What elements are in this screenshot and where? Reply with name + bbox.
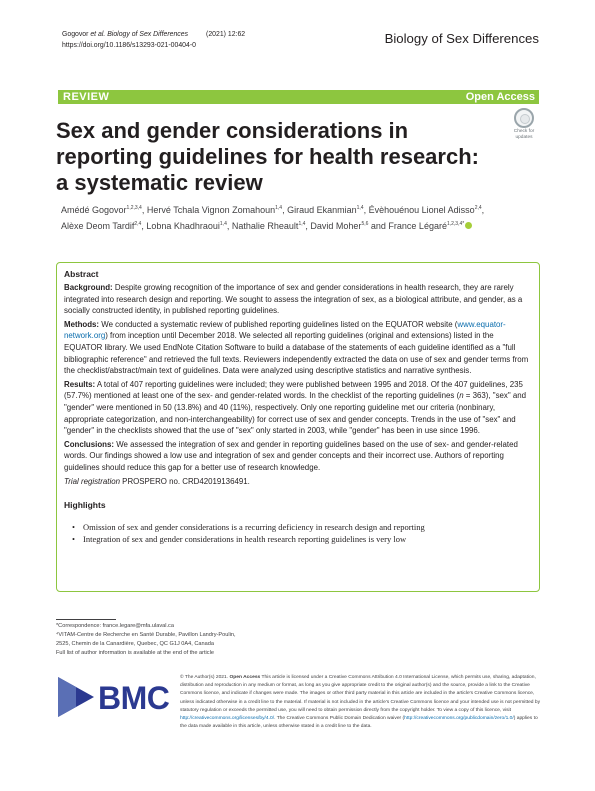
open-access-label: Open Access <box>465 91 535 103</box>
license-link-cc-by[interactable]: http://creativecommons.org/licenses/by/4.0/ <box>180 716 275 722</box>
header-journal: Biology of Sex Differences <box>107 31 189 38</box>
highlight-item: • Omission of sex and gender considerations is a recurring deficiency in research design and reporting <box>72 521 531 533</box>
check-updates-line2: updates <box>515 135 533 140</box>
author-info-note: Full list of author information is available at the end of the article <box>56 650 214 656</box>
author-name[interactable]: Évèhouénou Lionel Adisso <box>368 205 475 215</box>
results-n: n <box>459 391 464 401</box>
author-list: Amédé Gogovor$^{1,2,3,4}$, Hervé Tchala Vignon Zomahoun$^{1,4}$, Giraud Ekanmian$^{1,4}$, Évèhouénou Lionel Adisso$^{2,4}$, Alèxe Deom Tardif$^{2,4}$, Lobna Khadhraoui$^{1,4}$, Nathalie Rheault$^{1,4}$, David Moher$^{5,6}$ and France Légaré$^{1,2,3,4*}$ <box>61 205 485 231</box>
results-label: Results: <box>64 379 96 389</box>
license-link-cc0[interactable]: http://creativecommons.org/publicdomain/zero/1.0/ <box>404 716 514 722</box>
highlights-section <box>64 500 531 545</box>
license-text-a: This article is licensed under a Creative Commons Attribution 4.0 International License, which permits use, sharing, adaptation, distribution and reproduction in any medium or format, as long as you give appropriate credit to the original author(s) and the source, provide a link to the Creative Commons licence, and indicate if changes were made. The images or other third party material in this article are included in the article's Creative Commons licence, unless indicated otherwise in a credit line to the material. If material is not included in the article's Creative Commons licence and your intended use is not permitted by statutory regulation or exceeds the permitted use, you will need to obtain permission directly from the copyright holder. To view a copy of this licence, visit <box>180 675 541 713</box>
author-name[interactable]: Nathalie Rheault <box>231 220 299 231</box>
license-statement <box>180 674 544 731</box>
methods-label: Methods: <box>64 319 100 329</box>
license-lead: © The Author(s) 2021. <box>180 675 230 680</box>
abstract-background <box>64 282 531 317</box>
bmc-logo-icon <box>58 677 94 717</box>
highlights-heading: Highlights <box>64 500 106 511</box>
author-affiliation-sup: 2,4 <box>134 220 142 227</box>
abstract-heading: Abstract <box>64 269 99 279</box>
author-affiliation-sup: 1,2,3,4 <box>126 205 142 211</box>
conclusions-label: Conclusions: <box>64 439 114 449</box>
author-affiliation-sup: 5,6 <box>361 220 369 227</box>
background-label: Background: <box>64 283 113 292</box>
header-year-volume: (2021) 12:62 <box>206 31 246 38</box>
author-affiliation-sup: 1,2,3,4* <box>446 220 465 227</box>
header-etal: et al. <box>90 31 108 38</box>
orcid-icon[interactable] <box>465 222 472 229</box>
author-name[interactable]: Lobna Khadhraoui <box>146 220 220 231</box>
bmc-logo-text: BMC <box>98 680 170 716</box>
license-text-c: ) applies to the data made available in this article, unless otherwise stated in a credit line to the data. <box>180 716 538 730</box>
results-text-b: = 363), "sex" and "gender" were mentioned in 50 (13.8%) and 40 (11%), respectively. Only one reporting guideline met our criteria (nonbinary, appropriate categorization, and non-interchangeability) for correct use of sex and gender concepts. Trends in the use of "sex" and "gender" in the checklists showed that the use of "sex" only started in 2003, while "gender" has been in use since 1996. <box>64 391 527 436</box>
author-name[interactable]: Alèxe Deom Tardif <box>61 220 135 231</box>
author-affiliation-sup: 1,4 <box>219 220 227 227</box>
article-title: Sex and gender considerations in reporting guidelines for health research: a systematic review <box>56 118 479 195</box>
article-type-label: REVIEW <box>63 91 110 103</box>
methods-text-a: We conducted a systematic review of published reporting guidelines listed on the EQUATOR website ( <box>101 319 458 329</box>
header-authors: Gogovor <box>62 31 91 38</box>
abstract-conclusions <box>64 439 531 474</box>
check-for-updates-badge[interactable] <box>508 108 540 138</box>
footnote-rule <box>56 619 116 620</box>
license-text-b: . The Creative Commons Public Domain Dedication waiver ( <box>274 716 405 722</box>
affiliation-line: 2525, Chemin de la Canardière, Quebec, QC G1J 0A4, Canada <box>56 641 214 647</box>
results-text-a: A total of 407 reporting guidelines were included; they were published between 1995 and 2018. Of the 407 guidelines, 235 (57.7%) mentioned at least one of the sex- and gender-related words. In the checklist of the reporting guidelines ( <box>64 379 523 401</box>
registration-label: Trial registration <box>64 476 120 486</box>
header-doi[interactable]: https://doi.org/10.1186/s13293-021-00404-0 <box>62 41 196 49</box>
running-header-citation <box>62 30 245 51</box>
registration-text: PROSPERO no. CRD42019136491. <box>119 476 250 486</box>
background-text: Despite growing recognition of the importance of sex and gender considerations in health research, they are rarely integrated into research design and reporting. We sought to assess the integration of sex, as a biological attribute, and gender, as a socially constructed identity, in published reporting guidelines. <box>64 283 523 316</box>
article-type-band <box>58 90 539 104</box>
abstract-registration <box>64 476 531 488</box>
conclusions-text: We assessed the integration of sex and gender in reporting guidelines based on the use of sex- and gender-related words. Our findings showed a low use and integration of sex and gender concepts and their incorrect use. Authors of reporting guidelines should reduce this gap for a better use of research knowledge. <box>64 439 518 472</box>
abstract-methods <box>64 319 531 377</box>
author-name[interactable]: Amédé Gogovor <box>61 205 127 215</box>
author-affiliation-sup: 2,4 <box>474 205 482 211</box>
author-name[interactable]: Giraud Ekanmian <box>287 205 357 215</box>
equator-link[interactable]: www.equator-network.org <box>64 319 506 341</box>
author-affiliation-sup: 1,4 <box>298 220 306 227</box>
check-updates-icon <box>514 108 534 128</box>
abstract-box <box>56 262 540 592</box>
author-name[interactable]: Hervé Tchala Vignon Zomahoun <box>146 205 276 215</box>
author-name[interactable]: David Moher <box>310 220 362 231</box>
highlight-item: • Integration of sex and gender considerations in health research reporting guidelines is very low <box>72 533 531 545</box>
author-name[interactable]: France Légaré <box>388 220 447 231</box>
affiliation-line: ⁴VITAM-Centre de Recherche en Santé Durable, Pavillon Landry-Poulin, <box>56 632 236 638</box>
methods-text-b: ) from inception until December 2018. We selected all reporting guidelines (original and extensions) listed in the EQUATOR library. We used EndNote Citation Software to build a database of the statements of each guideline identified as a "full bibliographic reference" and retrieved the full texts. Reviewers independently extracted the data on use of sex and gender terms from the checklist/abstract/main text of guidelines. Data were analyzed using descriptive statistics and narrative synthesis. <box>64 331 529 376</box>
license-open-access: Open Access <box>229 675 261 680</box>
bmc-logo <box>58 677 168 719</box>
journal-name: Biology of Sex Differences <box>384 31 539 46</box>
author-affiliation-sup: 1,4 <box>275 205 283 211</box>
correspondence: *Correspondence: france.legare@mfa.ulaval.ca <box>56 623 174 629</box>
author-affiliation-sup: 1,4 <box>356 205 364 211</box>
highlights-list <box>64 521 531 545</box>
check-updates-line1: Check for <box>513 129 535 134</box>
abstract-results <box>64 379 531 437</box>
footnote <box>56 619 286 658</box>
